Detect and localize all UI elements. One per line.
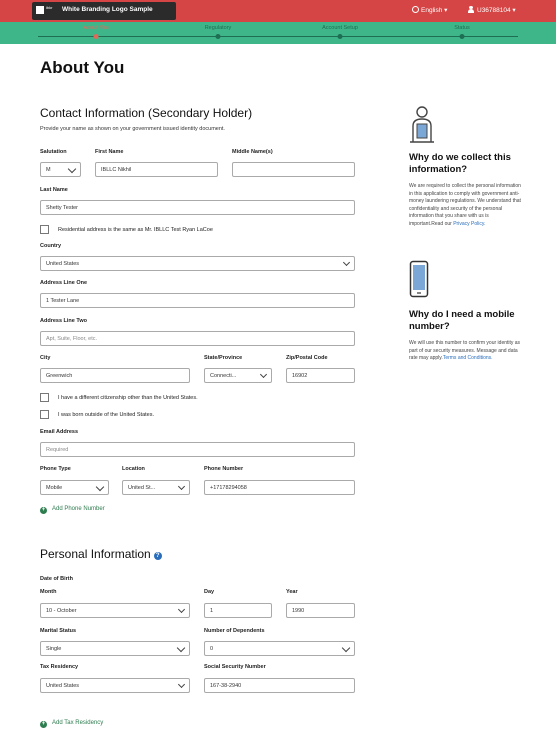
- step-dot-about-you: [94, 34, 99, 39]
- zip-label: Zip/Postal Code: [286, 355, 328, 361]
- step-dot-regulatory: [216, 34, 221, 39]
- phone-type-select[interactable]: Mobile: [40, 480, 109, 495]
- add-tax-residency-button[interactable]: [40, 720, 103, 728]
- phone-number-input[interactable]: +17178294058: [204, 480, 355, 495]
- month-select[interactable]: 10 - October: [40, 603, 190, 618]
- personal-heading-text: Personal Information: [40, 547, 151, 561]
- why-mobile-text: [409, 340, 521, 363]
- step-dot-account-setup: [338, 34, 343, 39]
- same-address-label: Residential address is the same as Mr. IBLLC Test Ryan LaCoe: [58, 227, 213, 233]
- step-regulatory[interactable]: Regulatory: [204, 25, 232, 31]
- logo-mark-icon: [36, 6, 44, 14]
- page-title: About You: [40, 58, 125, 77]
- personal-section-heading: [40, 547, 162, 561]
- user-menu[interactable]: U36788104 ▾: [468, 6, 516, 14]
- person-info-icon: [408, 104, 436, 144]
- location-label: Location: [122, 466, 145, 472]
- why-mobile-heading: Why do I need a mobile number?: [409, 309, 515, 332]
- zip-input[interactable]: 16902: [286, 368, 355, 383]
- year-input[interactable]: 1990: [286, 603, 355, 618]
- state-select[interactable]: Connecti...: [204, 368, 272, 383]
- email-input[interactable]: Required: [40, 442, 355, 457]
- step-about-you[interactable]: About You: [83, 25, 109, 31]
- privacy-policy-link[interactable]: Privacy Policy.: [453, 220, 486, 227]
- middle-name-label: Middle Name(s): [232, 149, 273, 155]
- stepper-line: [38, 36, 518, 37]
- address2-input[interactable]: Apt, Suite, Floor, etc.: [40, 331, 355, 346]
- address1-input[interactable]: 1 Tester Lane: [40, 293, 355, 308]
- why-collect-body: We are required to collect the personal information in this application to comply with government anti-money laundering regulations. We understand that confidentiality and security of the personal information that you share with us is important.Read our: [409, 183, 521, 227]
- born-outside-label: I was born outside of the United States.: [58, 412, 155, 418]
- contact-section-heading: Contact Information (Secondary Holder): [40, 106, 253, 120]
- phone-number-label: Phone Number: [204, 466, 244, 472]
- marital-select[interactable]: Single: [40, 641, 190, 656]
- citizenship-label: I have a different citizenship other than the United States.: [58, 395, 198, 401]
- step-account-setup[interactable]: Account Setup: [322, 25, 358, 31]
- plus-icon: +: [41, 507, 46, 513]
- citizenship-checkbox[interactable]: [40, 393, 49, 402]
- language-label: English: [421, 7, 443, 14]
- plus-icon: +: [41, 721, 46, 727]
- info-icon[interactable]: ?: [154, 552, 162, 560]
- country-select[interactable]: United States: [40, 256, 355, 271]
- mobile-phone-icon: [409, 260, 429, 298]
- dependents-select[interactable]: 0: [204, 641, 355, 656]
- last-name-input[interactable]: Shetty Tester: [40, 200, 355, 215]
- ssn-input[interactable]: 167-38-2940: [204, 678, 355, 693]
- phone-type-label: Phone Type: [40, 466, 71, 472]
- contact-subtitle: Provide your name as shown on your government issued identity document.: [40, 126, 225, 132]
- logo-text: White Branding Logo Sample: [62, 6, 153, 13]
- middle-name-input[interactable]: [232, 162, 355, 177]
- ssn-label: Social Security Number: [204, 664, 266, 670]
- step-dot-status: [460, 34, 465, 39]
- day-label: Day: [204, 589, 215, 595]
- same-address-checkbox[interactable]: [40, 225, 49, 234]
- month-label: Month: [40, 589, 57, 595]
- brand-logo[interactable]: [32, 2, 176, 20]
- email-label: Email Address: [40, 429, 79, 435]
- state-label: State/Province: [204, 355, 243, 361]
- first-name-label: First Name: [95, 149, 124, 155]
- country-label: Country: [40, 243, 62, 249]
- year-label: Year: [286, 589, 298, 595]
- first-name-input[interactable]: IBLLC Nikhil: [95, 162, 218, 177]
- marital-label: Marital Status: [40, 628, 77, 634]
- address2-label: Address Line Two: [40, 318, 87, 324]
- dependents-label: Number of Dependents: [204, 628, 265, 634]
- salutation-label: Salutation: [40, 149, 67, 155]
- add-phone-button[interactable]: [40, 506, 105, 514]
- why-collect-text: [409, 183, 521, 228]
- add-tax-label: Add Tax Residency: [52, 720, 104, 726]
- top-header: [0, 0, 556, 22]
- location-select[interactable]: United St...: [122, 480, 190, 495]
- salutation-select[interactable]: M: [40, 162, 81, 177]
- terms-conditions-link[interactable]: Terms and Conditions.: [442, 355, 493, 361]
- globe-icon: [412, 6, 419, 13]
- add-phone-label: Add Phone Number: [52, 506, 105, 512]
- born-outside-checkbox[interactable]: [40, 410, 49, 419]
- step-status[interactable]: Status: [454, 25, 470, 31]
- why-collect-heading: Why do we collect this information?: [409, 152, 511, 175]
- address1-label: Address Line One: [40, 280, 88, 286]
- username-label: U36788104: [477, 7, 511, 14]
- why-mobile-body: We will use this number to confirm your identity as part of our security measures. Message and data rate may apply.: [409, 340, 521, 361]
- logo-small-text: ibkr: [46, 5, 53, 10]
- tax-residency-label: Tax Residency: [40, 664, 79, 670]
- city-label: City: [40, 355, 51, 361]
- tax-residency-select[interactable]: United States: [40, 678, 190, 693]
- language-selector[interactable]: English ▾: [412, 6, 447, 14]
- day-input[interactable]: 1: [204, 603, 272, 618]
- user-icon: [468, 6, 474, 13]
- last-name-label: Last Name: [40, 187, 68, 193]
- dob-label: Date of Birth: [40, 576, 73, 582]
- city-input[interactable]: Greenwich: [40, 368, 190, 383]
